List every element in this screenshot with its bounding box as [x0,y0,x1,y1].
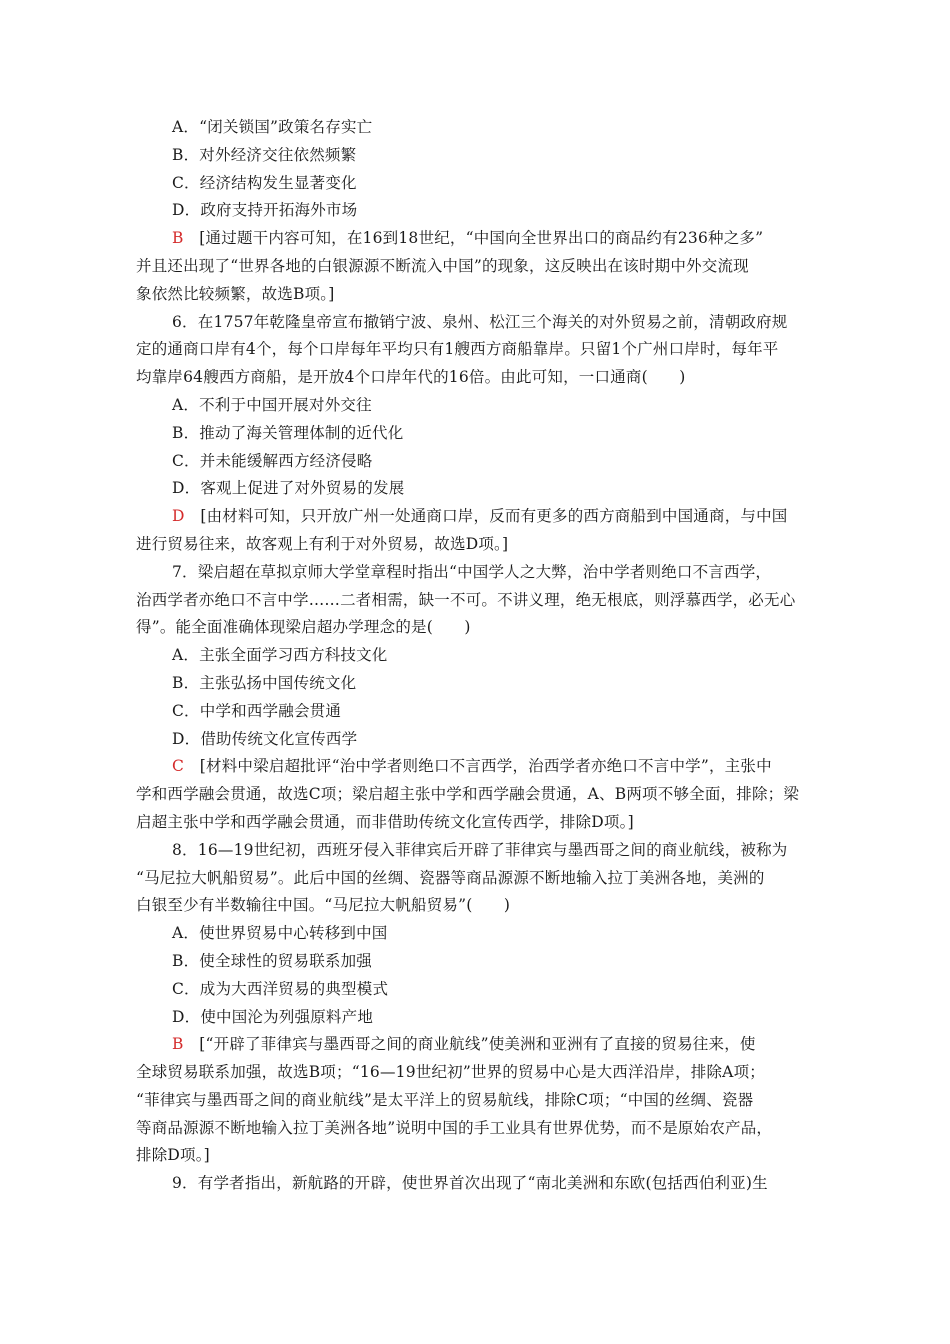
option-d: D．借助传统文化宣传西学 [172,729,358,748]
answer-letter: B [172,229,184,248]
option-a: A．“闭关锁国”政策名存实亡 [172,118,373,136]
option-d: D．客观上促进了对外贸易的发展 [172,479,405,498]
answer-letter: C [172,757,185,776]
answer-letter: B [172,1035,184,1054]
question-stem-line: 7．梁启超在草拟京师大学堂章程时指出“中国学人之大弊，治中学者则绝口不言西学， [172,562,772,581]
answer-explanation-line: “菲律宾与墨西哥之间的商业航线”是太平洋上的贸易航线，排除C项；“中国的丝绸、瓷器 [136,1090,754,1109]
answer-explanation-line: 全球贸易联系加强，故选B项；“16—19世纪初”世界的贸易中心是大西洋沿岸，排除A项； [136,1063,765,1082]
answer-explanation-line: 学和西学融会贯通，故选C项；梁启超主张中学和西学融会贯通，A、B两项不够全面，排除；梁 [136,785,800,804]
answer-explanation-line: 并且还出现了“世界各地的白银源源不断流入中国”的现象，这反映出在该时期中外交流现 [136,256,749,275]
answer-letter: D [172,507,185,526]
answer-explanation-line: C [材料中梁启超批评“治中学者则绝口不言西学，治西学者亦绝口不言中学”，主张中 [172,757,772,776]
answer-explanation-line: 等商品源源不断地输入拉丁美洲各地”说明中国的手工业具有世界优势，而不是原始农产品， [136,1118,773,1137]
question-stem-line: 均靠岸64艘西方商船，是开放4个口岸年代的16倍。由此可知，一口通商( ) [136,368,686,387]
question-stem-line: “马尼拉大帆船贸易”。此后中国的丝绸、瓷器等商品源源不断地输入拉丁美洲各地，美洲的 [136,868,765,887]
option-c: C．成为大西洋贸易的典型模式 [172,979,389,998]
question-stem-line: 治西学者亦绝口不言中学……二者相需，缺一不可。不讲义理，绝无根底，则浮慕西学，必无心 [136,590,796,609]
answer-explanation-line: 排除D项。] [136,1146,210,1165]
document-page [136,114,816,1198]
answer-explanation-line: B [通过题干内容可知，在16到18世纪，“中国向全世界出口的商品约有236种之多” [172,229,764,248]
option-a: A．主张全面学习西方科技文化 [172,646,388,665]
option-b: B．主张弘扬中国传统文化 [172,673,357,692]
option-b: B．使全球性的贸易联系加强 [172,951,372,970]
option-d: D．政府支持开拓海外市场 [172,201,358,220]
question-stem-line: 定的通商口岸有4个，每个口岸每年平均只有1艘西方商船靠岸。只留1个广州口岸时，每年平 [136,340,779,359]
answer-explanation-line: 进行贸易往来，故客观上有利于对外贸易，故选D项。] [136,534,509,553]
option-a: A．使世界贸易中心转移到中国 [172,924,388,943]
question-stem-line: 6．在1757年乾隆皇帝宣布撤销宁波、泉州、松江三个海关的对外贸易之前，清朝政府规 [172,312,788,331]
option-b: B．推动了海关管理体制的近代化 [172,423,404,442]
answer-explanation-line: D [由材料可知，只开放广州一处通商口岸，反而有更多的西方商船到中国通商，与中国 [172,507,788,526]
question-8 [136,837,816,1171]
answer-explanation-line: 启超主张中学和西学融会贯通，而非借助传统文化宣传西学，排除D项。] [136,812,634,831]
option-d: D．使中国沦为列强原料产地 [172,1007,374,1026]
option-a: A．不利于中国开展对外交往 [172,395,372,414]
option-c: C．并未能缓解西方经济侵略 [172,451,373,470]
option-c: C．中学和西学融会贯通 [172,701,342,720]
question-stem-line: 9．有学者指出，新航路的开辟，使世界首次出现了“南北美洲和东欧(包括西伯利亚)生 [172,1174,768,1193]
question-5 [136,114,816,309]
option-c: C．经济结构发生显著变化 [172,173,357,192]
answer-explanation-line: B [“开辟了菲律宾与墨西哥之间的商业航线”使美洲和亚洲有了直接的贸易往来，使 [172,1035,756,1054]
question-6 [136,309,816,559]
question-stem-line: 得”。能全面准确体现梁启超办学理念的是( ) [136,618,471,637]
question-7 [136,559,816,837]
answer-explanation-line: 象依然比较频繁，故选B项。] [136,284,335,303]
question-stem-line: 白银至少有半数输往中国。“马尼拉大帆船贸易”( ) [136,896,511,915]
option-b: B．对外经济交往依然频繁 [172,145,357,164]
question-stem-line: 8．16—19世纪初，西班牙侵入菲律宾后开辟了菲律宾与墨西哥之间的商业航线，被称为 [172,840,788,859]
question-9 [136,1170,816,1198]
